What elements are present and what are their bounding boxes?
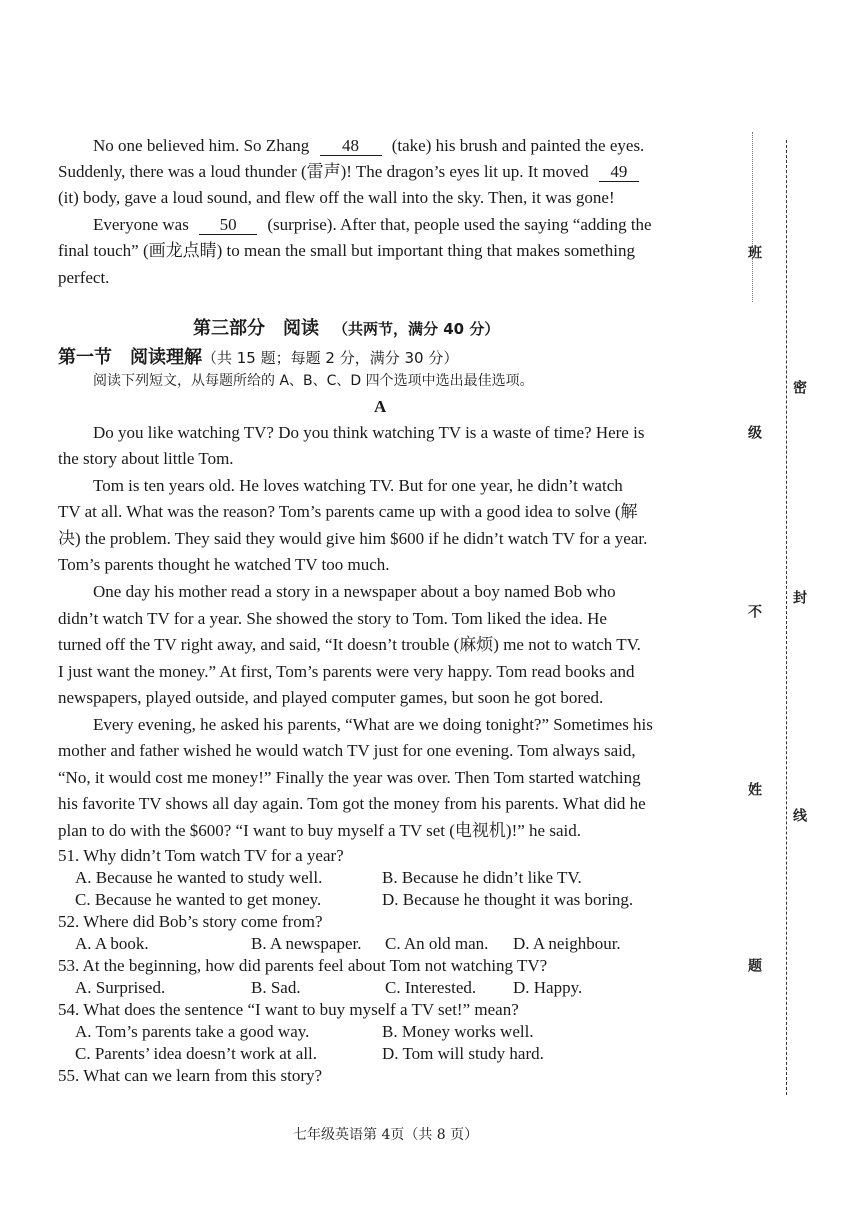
margin-char: 密 bbox=[791, 380, 807, 394]
option: B. Because he didn’t like TV. bbox=[382, 868, 582, 887]
instruction: 阅读下列短文，从每题所给的 A、B、C、D 四个选项中选出最佳选项。 bbox=[93, 373, 534, 389]
passage-line: Everyone was 50 (surprise). After that, people used the saying “adding the bbox=[93, 215, 652, 234]
answer-blank-50: 50 bbox=[199, 216, 257, 235]
option: B. Money works well. bbox=[382, 1022, 534, 1041]
answer-blank-49: 49 bbox=[599, 163, 639, 182]
answer-blank-48: 48 bbox=[320, 137, 382, 156]
passage-line: Tom’s parents thought he watched TV too much. bbox=[58, 555, 390, 574]
passage-line: I just want the money.” At first, Tom’s parents were very happy. Tom read books and bbox=[58, 662, 635, 681]
passage-label: A bbox=[374, 397, 387, 416]
option: C. Interested. bbox=[385, 978, 477, 997]
option: D. Happy. bbox=[513, 978, 583, 997]
passage-line: (it) body, gave a loud sound, and flew off the wall into the sky. Then, it was gone! bbox=[58, 188, 615, 207]
passage-line: Tom is ten years old. He loves watching TV. But for one year, he didn’t watch bbox=[93, 476, 623, 495]
passage-line: perfect. bbox=[58, 268, 110, 287]
passage-line: his favorite TV shows all day again. Tom got the money from his parents. What did he bbox=[58, 794, 646, 813]
question-52: 52. Where did Bob’s story come from? bbox=[58, 912, 323, 931]
margin-char: 题 bbox=[746, 958, 762, 972]
option: B. A newspaper. bbox=[251, 934, 362, 953]
passage-line: No one believed him. So Zhang 48 (take) his brush and painted the eyes. bbox=[93, 136, 645, 155]
part-title: 第三部分 阅读 （共两节，满分 40 分） bbox=[193, 318, 500, 339]
passage-line: mother and father wished he would watch TV just for one evening. Tom always said, bbox=[58, 741, 636, 760]
margin-char: 封 bbox=[791, 590, 807, 604]
passage-line: didn’t watch TV for a year. She showed the story to Tom. Tom liked the idea. He bbox=[58, 609, 607, 628]
option: A. Tom’s parents take a good way. bbox=[75, 1022, 310, 1041]
passage-line: One day his mother read a story in a newspaper about a boy named Bob who bbox=[93, 582, 616, 601]
option: C. Parents’ idea doesn’t work at all. bbox=[75, 1044, 318, 1063]
question-54: 54. What does the sentence “I want to buy myself a TV set!” mean? bbox=[58, 1000, 519, 1019]
passage-line: TV at all. What was the reason? Tom’s parents came up with a good idea to solve (解 bbox=[58, 502, 638, 521]
option: C. Because he wanted to get money. bbox=[75, 890, 322, 909]
margin-char: 姓 bbox=[746, 782, 762, 796]
passage-line: Suddenly, there was a loud thunder (雷声)! The dragon’s eyes lit up. It moved 49 bbox=[58, 161, 639, 183]
passage-line: final touch” (画龙点睛) to mean the small but important thing that makes something bbox=[58, 241, 635, 260]
name-field-dots bbox=[752, 132, 759, 302]
page-footer: 七年级英语第 4页（共 8 页） bbox=[293, 1127, 479, 1143]
margin-char: 班 bbox=[746, 245, 762, 259]
option: A. A book. bbox=[75, 934, 149, 953]
option: D. Because he thought it was boring. bbox=[382, 890, 634, 909]
margin-char: 不 bbox=[746, 604, 762, 618]
section-title: 第一节 阅读理解（共 15 题；每题 2 分，满分 30 分） bbox=[58, 347, 459, 368]
question-55: 55. What can we learn from this story? bbox=[58, 1066, 323, 1085]
option: D. A neighbour. bbox=[513, 934, 621, 953]
question-53: 53. At the beginning, how did parents feel about Tom not watching TV? bbox=[58, 956, 548, 975]
passage-line: 决) the problem. They said they would give him $600 if he didn’t watch TV for a year. bbox=[58, 529, 648, 548]
passage-line: “No, it would cost me money!” Finally the year was over. Then Tom started watching bbox=[58, 768, 641, 787]
option: A. Because he wanted to study well. bbox=[75, 868, 323, 887]
passage-line: the story about little Tom. bbox=[58, 449, 234, 468]
passage-line: Every evening, he asked his parents, “What are we doing tonight?” Sometimes his bbox=[93, 715, 653, 734]
passage-line: turned off the TV right away, and said, “It doesn’t trouble (麻烦) me not to watch TV. bbox=[58, 635, 641, 654]
seal-line bbox=[786, 140, 787, 1095]
margin-char: 线 bbox=[791, 808, 807, 822]
option: A. Surprised. bbox=[75, 978, 166, 997]
passage-line: plan to do with the $600? “I want to buy myself a TV set (电视机)!” he said. bbox=[58, 821, 581, 840]
passage-line: newspapers, played outside, and played computer games, but soon he got bored. bbox=[58, 688, 604, 707]
margin-char: 级 bbox=[746, 425, 762, 439]
question-51: 51. Why didn’t Tom watch TV for a year? bbox=[58, 846, 344, 865]
option: B. Sad. bbox=[251, 978, 301, 997]
option: D. Tom will study hard. bbox=[382, 1044, 544, 1063]
option: C. An old man. bbox=[385, 934, 489, 953]
passage-line: Do you like watching TV? Do you think watching TV is a waste of time? Here is bbox=[93, 423, 645, 442]
